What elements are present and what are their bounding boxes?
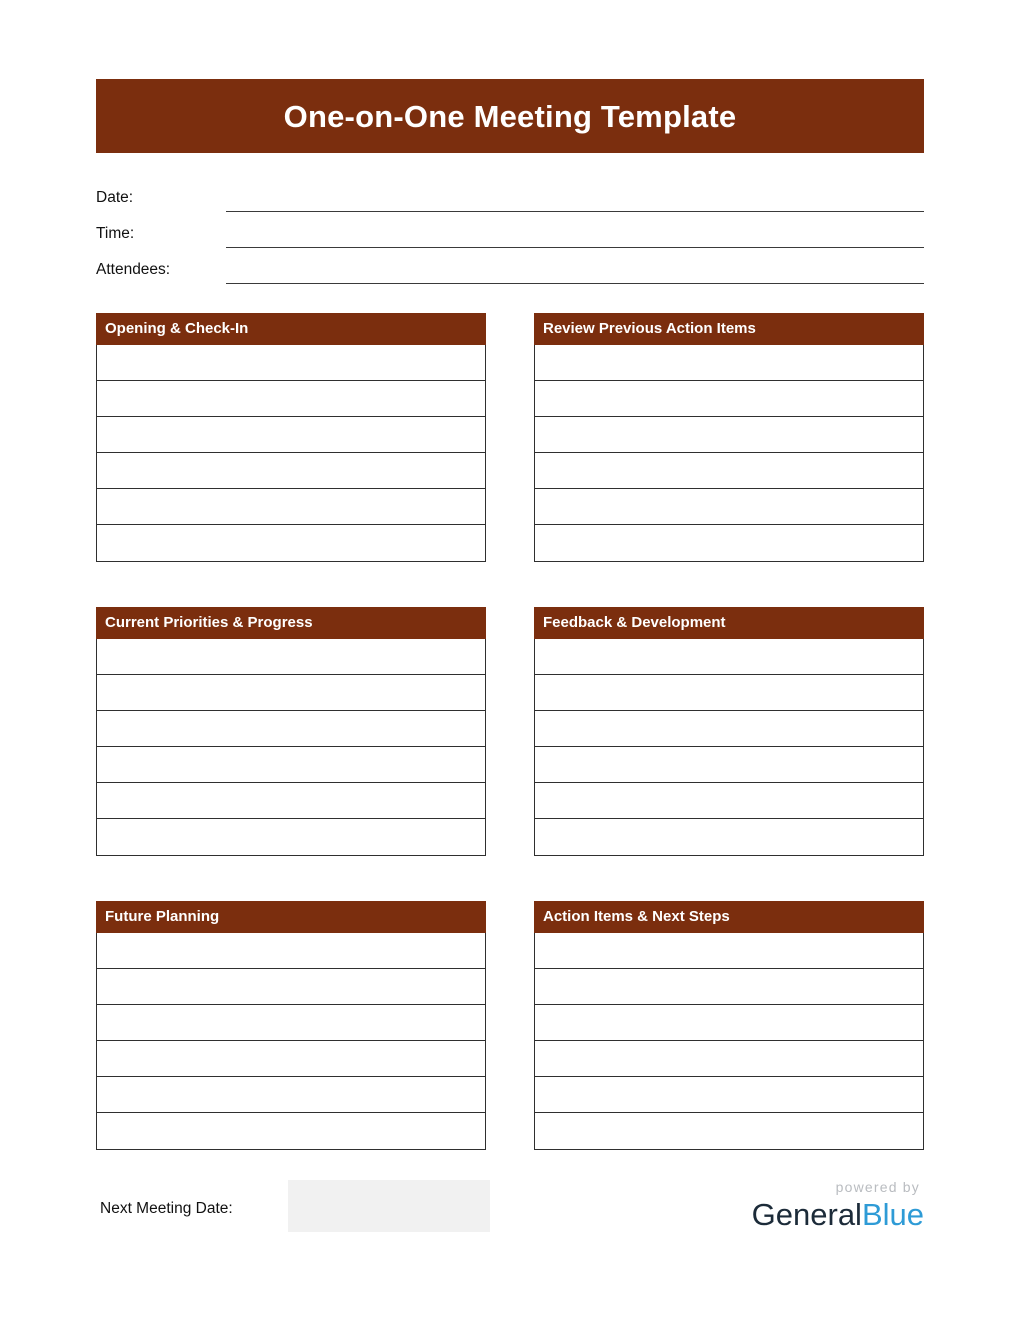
page-footer: [96, 1180, 924, 1240]
brand-name: [674, 1199, 924, 1230]
section-line[interactable]: [97, 453, 485, 489]
section-line[interactable]: [535, 1041, 923, 1077]
section-line[interactable]: [97, 417, 485, 453]
section-future-planning: [96, 901, 486, 1150]
meta-row-attendees: [96, 248, 924, 284]
next-meeting-date-label: Next Meeting Date:: [100, 1200, 233, 1217]
section-line[interactable]: [535, 783, 923, 819]
sections-row-1: [96, 313, 924, 562]
meta-row-time: [96, 212, 924, 248]
section-line[interactable]: [535, 1077, 923, 1113]
next-meeting-date-input[interactable]: [288, 1180, 490, 1232]
section-body[interactable]: [96, 345, 486, 562]
section-line[interactable]: [97, 525, 485, 561]
section-body[interactable]: [534, 345, 924, 562]
brand-name-general: General: [751, 1197, 862, 1232]
section-line[interactable]: [97, 747, 485, 783]
meta-fields: [96, 176, 924, 284]
section-line[interactable]: [97, 933, 485, 969]
section-body[interactable]: [96, 933, 486, 1150]
brand-logo: [674, 1180, 924, 1242]
section-line[interactable]: [97, 969, 485, 1005]
section-line[interactable]: [97, 1113, 485, 1149]
section-line[interactable]: [535, 969, 923, 1005]
section-header: Future Planning: [96, 901, 486, 933]
section-line[interactable]: [535, 933, 923, 969]
brand-name-blue: Blue: [861, 1197, 924, 1232]
sections-grid: [96, 313, 924, 1195]
attendees-input-line[interactable]: [226, 252, 924, 284]
section-line[interactable]: [535, 453, 923, 489]
meta-row-date: [96, 176, 924, 212]
section-line[interactable]: [97, 783, 485, 819]
section-line[interactable]: [535, 525, 923, 561]
section-line[interactable]: [97, 1041, 485, 1077]
section-line[interactable]: [535, 489, 923, 525]
date-label: Date:: [96, 189, 134, 206]
section-header: Review Previous Action Items: [534, 313, 924, 345]
attendees-label: Attendees:: [96, 261, 171, 278]
section-line[interactable]: [97, 1077, 485, 1113]
section-body[interactable]: [534, 639, 924, 856]
section-header: Current Priorities & Progress: [96, 607, 486, 639]
section-header: Feedback & Development: [534, 607, 924, 639]
section-line[interactable]: [535, 711, 923, 747]
section-action-items-next-steps: [534, 901, 924, 1150]
sections-row-2: [96, 607, 924, 856]
section-line[interactable]: [97, 1005, 485, 1041]
section-line[interactable]: [97, 639, 485, 675]
section-opening-check-in: [96, 313, 486, 562]
section-line[interactable]: [535, 747, 923, 783]
page-title-banner: [96, 79, 924, 153]
section-body[interactable]: [534, 933, 924, 1150]
section-line[interactable]: [97, 381, 485, 417]
section-review-previous-action-items: [534, 313, 924, 562]
section-line[interactable]: [535, 639, 923, 675]
section-line[interactable]: [97, 489, 485, 525]
powered-by-label: powered by: [835, 1179, 920, 1195]
section-line[interactable]: [97, 711, 485, 747]
section-line[interactable]: [535, 675, 923, 711]
section-line[interactable]: [97, 675, 485, 711]
section-line[interactable]: [535, 381, 923, 417]
section-header: Opening & Check-In: [96, 313, 486, 345]
section-line[interactable]: [97, 345, 485, 381]
section-line[interactable]: [535, 819, 923, 855]
section-line[interactable]: [535, 417, 923, 453]
section-line[interactable]: [97, 819, 485, 855]
section-current-priorities-progress: [96, 607, 486, 856]
section-feedback-development: [534, 607, 924, 856]
section-line[interactable]: [535, 1005, 923, 1041]
section-line[interactable]: [535, 345, 923, 381]
page-title: One-on-One Meeting Template: [283, 98, 737, 134]
sections-row-3: [96, 901, 924, 1150]
section-line[interactable]: [535, 1113, 923, 1149]
section-body[interactable]: [96, 639, 486, 856]
time-input-line[interactable]: [226, 216, 924, 248]
section-header: Action Items & Next Steps: [534, 901, 924, 933]
time-label: Time:: [96, 225, 135, 242]
date-input-line[interactable]: [226, 180, 924, 212]
